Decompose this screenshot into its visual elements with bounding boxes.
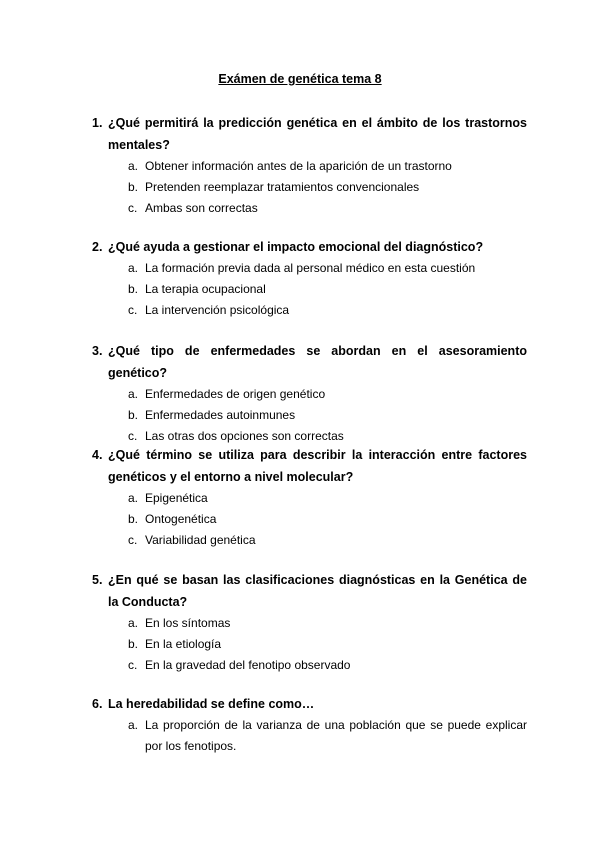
question-text: ¿Qué ayuda a gestionar el impacto emocional del diagnóstico? [108, 240, 484, 254]
option-a [128, 156, 527, 177]
option-text: Pretenden reemplazar tratamientos convencionales [145, 180, 420, 194]
option-text: Variabilidad genética [145, 533, 256, 547]
option-text: En los síntomas [145, 616, 231, 630]
option-text: Las otras dos opciones son correctas [145, 429, 344, 443]
option-letter: a. [128, 491, 139, 505]
question-3 [92, 340, 527, 447]
option-c [128, 530, 527, 551]
option-text: Epigenética [145, 491, 208, 505]
option-letter: c. [128, 533, 138, 547]
option-letter: a. [128, 159, 139, 173]
question-number: 1. [92, 116, 103, 130]
option-letter: a. [128, 387, 139, 401]
page-title: Exámen de genética tema 8 [218, 72, 382, 86]
option-text: La proporción de la varianza de una población que se puede explicar por los fenotipos. [145, 718, 527, 753]
option-text: La terapia ocupacional [145, 282, 266, 296]
question-1 [92, 112, 527, 219]
question-text: ¿Qué tipo de enfermedades se abordan en el asesoramiento genético? [108, 344, 527, 380]
question-number: 3. [92, 344, 103, 358]
option-b [128, 634, 527, 655]
option-letter: b. [128, 180, 139, 194]
option-c [128, 198, 527, 219]
question-text: ¿Qué término se utiliza para describir la interacción entre factores genéticos y el entorno a nivel molecular? [108, 448, 527, 484]
option-text: Enfermedades de origen genético [145, 387, 326, 401]
question-number: 2. [92, 240, 103, 254]
option-letter: b. [128, 408, 139, 422]
option-text: La formación previa dada al personal médico en esta cuestión [145, 261, 476, 275]
option-c [128, 300, 527, 321]
question-number: 4. [92, 448, 103, 462]
question-5 [92, 569, 527, 676]
option-letter: b. [128, 637, 139, 651]
option-a [128, 715, 527, 757]
option-text: Ontogenética [145, 512, 217, 526]
option-text: Obtener información antes de la aparición de un trastorno [145, 159, 452, 173]
option-b [128, 509, 527, 530]
option-letter: c. [128, 429, 138, 443]
question-text: La heredabilidad se define como… [108, 697, 315, 711]
option-text: Enfermedades autoinmunes [145, 408, 296, 422]
option-text: En la gravedad del fenotipo observado [145, 658, 351, 672]
question-2 [92, 236, 527, 321]
option-b [128, 405, 527, 426]
option-letter: a. [128, 261, 139, 275]
option-a [128, 258, 527, 279]
option-letter: c. [128, 303, 138, 317]
option-b [128, 177, 527, 198]
question-text: ¿Qué permitirá la predicción genética en el ámbito de los trastornos mentales? [108, 116, 527, 152]
option-a [128, 384, 527, 405]
option-c [128, 655, 527, 676]
question-text: ¿En qué se basan las clasificaciones diagnósticas en la Genética de la Conducta? [108, 573, 527, 609]
option-b [128, 279, 527, 300]
option-letter: a. [128, 616, 139, 630]
option-letter: b. [128, 512, 139, 526]
option-letter: b. [128, 282, 139, 296]
option-letter: a. [128, 718, 139, 732]
question-number: 5. [92, 573, 103, 587]
option-letter: c. [128, 201, 138, 215]
option-text: Ambas son correctas [145, 201, 258, 215]
question-number: 6. [92, 697, 103, 711]
option-letter: c. [128, 658, 138, 672]
option-text: La intervención psicológica [145, 303, 290, 317]
option-text: En la etiología [145, 637, 222, 651]
question-6 [92, 693, 527, 757]
option-a [128, 613, 527, 634]
option-a [128, 488, 527, 509]
question-4 [92, 444, 527, 551]
